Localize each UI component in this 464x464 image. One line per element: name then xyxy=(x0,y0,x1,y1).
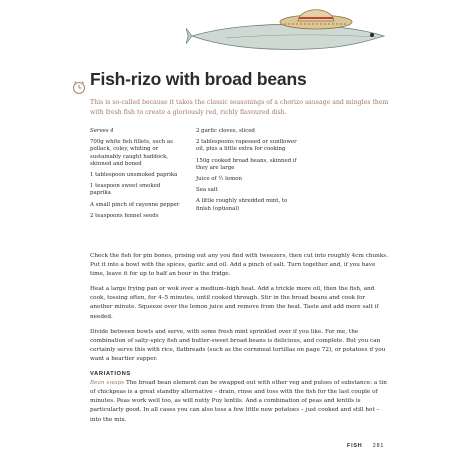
recipe-title: Fish-rizo with broad beans xyxy=(90,69,307,89)
ingredient-item: Sea salt xyxy=(196,187,218,194)
ingredient-item: A small pinch of cayenne pepper xyxy=(90,201,180,208)
page-footer xyxy=(347,443,384,449)
method-section xyxy=(90,252,388,431)
ingredient-item: 2 tablespoons rapeseed or sunflower oil, plus a little extra for cooking xyxy=(196,139,297,153)
ingredient-item: 1 teaspoon sweet smoked paprika xyxy=(90,183,161,197)
ingredients-right-column xyxy=(196,128,304,217)
ingredient-item: 2 garlic cloves, sliced xyxy=(196,128,255,134)
ingredient-item: 2 teaspoons fennel seeds xyxy=(90,212,159,219)
footer-section: FISH xyxy=(347,443,363,449)
ingredient-item: A little roughly shredded mint, to finish (optional) xyxy=(196,198,288,212)
ingredient-item: 150g cooked broad beans, skinned if they are large xyxy=(196,157,297,171)
ingredient-item: Juice of ½ lemon xyxy=(196,176,242,183)
variations-lead: Bean swaps xyxy=(90,380,125,387)
ingredient-item: 700g white fish fillets, such as pollack, coley, whiting or sustainably caught haddock, skinned and boned xyxy=(90,139,173,167)
method-paragraph: Heat a large frying pan or wok over a medium–high heat. Add a trickle more oil, then the fish, and cook, tossing often, for 4–5 minutes, until cooked through. Stir in the broad beans and cook for another minute. Squeeze over the lemon juice and remove from the heat. Taste and add more salt if needed. xyxy=(90,286,379,320)
method-paragraph: Check the fish for pin bones, prising out any you find with tweezers, then cut into roughly 4cm chunks. Put it into a bowl with the spices, garlic and oil. Add a pinch of salt. Turn together and, if you have time, leave it for up to half an hour in the fridge. xyxy=(90,253,389,278)
method-paragraph: Divide between bowls and serve, with some fresh mint sprinkled over if you like. For me, the combination of salty-spicy fish and butter-sweet broad beans is delicious, and complete. But you can certainly serve this with rice, flatbreads (such as the cornmeal tortillas on page 72), or potatoes if you want a heartier supper. xyxy=(90,328,386,362)
ingredients-left-column xyxy=(90,128,182,224)
recipe-intro: This is so-called because it takes the classic seasonings of a chorizo sausage and mingles them with fresh fish to create a gloriously red, richly flavoured dish. xyxy=(90,99,389,117)
serves-line: Serves 4 xyxy=(90,128,114,134)
page-number: 281 xyxy=(372,443,385,449)
variations-paragraph xyxy=(90,379,388,424)
fish-sombrero-illustration xyxy=(186,0,396,56)
variations-text: The broad bean element can be swapped out with other veg and pulses of substance: a tin of chickpeas is a great standby alternative – drain, rinse and toss with the fish for the last couple of minutes. Peas work well too, as will nutty Puy lentils. And a combination of peas and lentils is particularly good. In all cases you can also toss a few little new potatoes – just cooked and still hot – into the mix. xyxy=(90,380,387,423)
variations-heading: VARIATIONS xyxy=(90,371,131,378)
clock-icon xyxy=(72,79,86,95)
ingredient-item: 1 tablespoon unsmoked paprika xyxy=(90,172,178,179)
